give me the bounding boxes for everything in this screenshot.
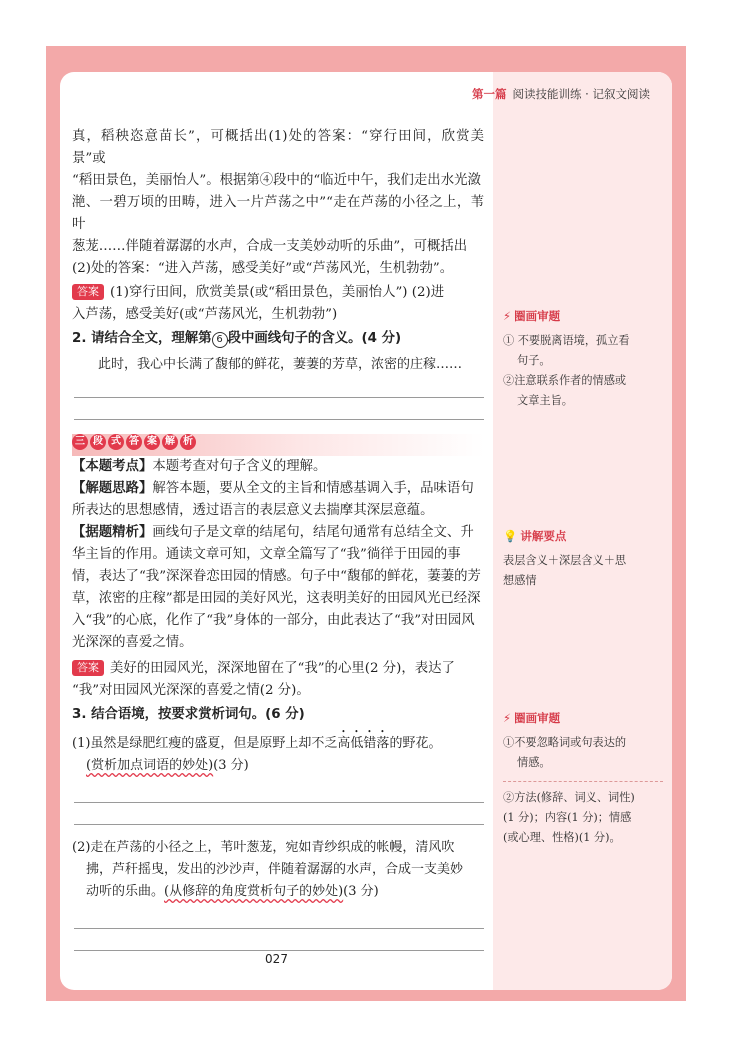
tip-box-2: [503, 526, 663, 591]
score-text: (3 分): [343, 884, 379, 899]
tip-line: 情感。: [517, 756, 551, 769]
intro-line: “稻田景色，美丽怡人”。根据第④段中的“临近中午，我们走出水光潋: [72, 173, 481, 188]
tip-line: (1 分)；内容(1 分)；情感: [503, 811, 632, 824]
solution-idea-label: 【解题思路】: [72, 481, 153, 496]
answer-line[interactable]: [74, 781, 484, 803]
detailed-analysis-line: 情，表达了“我”深深眷恋田园的情感。句子中“馥郁的鲜花，萋萋的芳: [72, 569, 481, 584]
intro-line: 葱茏……伴随着潺潺的水声，合成一支美妙动听的乐曲”，可概括出: [72, 239, 468, 254]
solution-idea: [72, 478, 484, 500]
tip-divider: [503, 781, 663, 782]
answer-badge: 答案: [72, 284, 104, 300]
tip-box-3: [503, 708, 663, 848]
intro-line: (2)处的答案：“进入芦荡，感受美好”或“芦荡风光，生机勃勃”。: [72, 261, 454, 276]
quoted-sentence: 此时，我心中长满了馥郁的鲜花，萋萋的芳草，浓密的庄稼……: [98, 357, 463, 372]
detailed-analysis-line: 入“我”的心底，化作了“我”身体的一部分，由此表达了“我”对田园风: [72, 613, 475, 628]
header-title: 阅读技能训练 · 记叙文阅读: [512, 87, 650, 101]
subquestion-2-line: 拂，芦秆摇曳，发出的沙沙声，伴随着潺潺的水声，合成一支美妙: [86, 862, 464, 877]
running-header: [472, 86, 650, 102]
tip-line: 表层含义＋深层含义＋思: [503, 554, 627, 567]
answer-line[interactable]: [74, 803, 484, 825]
tip-title-text: 讲解要点: [520, 529, 567, 543]
intro-line: 滟、一碧万顷的田畴，进入一片芦荡之中”“走在芦荡的小径之上，苇叶: [72, 195, 484, 232]
tip-title: [503, 526, 663, 546]
answer-line[interactable]: [74, 398, 484, 420]
section-char: 案: [144, 434, 160, 450]
question-3: 3. 结合语境，按要求赏析词句。(6 分): [72, 707, 305, 722]
lightning-icon: ⚡: [503, 711, 512, 725]
section-char: 析: [180, 434, 196, 450]
tip-title: [503, 708, 663, 728]
requirement-text: (赏析加点词语的妙处): [86, 758, 214, 773]
section-char: 解: [162, 434, 178, 450]
question-2-text: 2. 请结合全文，理解第: [72, 331, 212, 346]
answer-line[interactable]: [74, 907, 484, 929]
question-2: [72, 328, 484, 350]
tip-box-1: [503, 306, 663, 411]
requirement-text: (从修辞的角度赏析句子的妙处): [164, 884, 344, 899]
tip-line: ②方法(修辞、词义、词性): [503, 791, 635, 804]
subquestion-1-requirement: [72, 755, 484, 777]
tip-title-text: 圈画审题: [514, 309, 561, 323]
answer-line[interactable]: [74, 929, 484, 951]
detailed-analysis-line: 草，浓密的庄稼”都是田园的美好风光，这表明美好的田园风光已经深: [72, 591, 481, 606]
subquestion-1-text-cont: 的野花。: [389, 736, 442, 751]
tip-line: 想感情: [503, 574, 537, 587]
exam-point-text: 本题考查对句子含义的理解。: [152, 459, 327, 474]
main-column: [72, 126, 484, 951]
detailed-analysis-label: 【据题精析】: [72, 525, 153, 540]
answer-1-cont: 入芦荡，感受美好(或“芦荡风光，生机勃勃”): [72, 307, 338, 322]
answer-badge: 答案: [72, 660, 104, 676]
page-number: 027: [265, 952, 288, 966]
subquestion-1-text: (1)虽然是绿肥红瘦的盛夏，但是原野上却不乏: [72, 736, 338, 751]
detailed-analysis-text: 画线句子是文章的结尾句，结尾句通常有总结全文、升: [152, 525, 474, 540]
tip-title: [503, 306, 663, 326]
answer-1: [72, 282, 484, 304]
exam-point-label: 【本题考点】: [72, 459, 153, 474]
answer-text: 美好的田园风光，深深地留在了“我”的心里(2 分)，表达了: [110, 661, 455, 676]
subquestion-2: (2)走在芦荡的小径之上，苇叶葱茏，宛如青纱织成的帐幔，清风吹: [72, 840, 455, 855]
answer-text: (1)穿行田间，欣赏美景(或“稻田景色，美丽怡人”) (2)进: [110, 285, 445, 300]
answer-line[interactable]: [74, 376, 484, 398]
section-title: [72, 434, 484, 450]
detailed-analysis-line: 华主旨的作用。通读文章可知，文章全篇写了“我”徜徉于田园的事: [72, 547, 461, 562]
solution-idea-text: 解答本题，要从全文的主旨和情感基调入手，品味语句: [152, 481, 474, 496]
subquestion-2-line: [72, 881, 484, 903]
answer-2-cont: “我”对田园风光深深的喜爱之情(2 分)。: [72, 683, 310, 698]
answer-2: [72, 658, 484, 680]
section-banner: [72, 434, 484, 450]
lightning-icon: ⚡: [503, 309, 512, 323]
question-2-text-cont: 段中画线句子的含义。(4 分): [227, 331, 402, 346]
detailed-analysis-line: 光深深的喜爱之情。: [72, 635, 193, 650]
intro-line: 真，稻秧恣意苗长”，可概括出(1)处的答案：“穿行田间，欣赏美景”或: [72, 129, 484, 166]
tip-line: 句子。: [517, 354, 551, 367]
paragraph-number: 6: [212, 332, 228, 348]
part-label: 第一篇: [472, 87, 507, 101]
tip-line: ①不要忽略词或句表达的: [503, 736, 627, 749]
lightbulb-icon: 💡: [503, 529, 518, 543]
solution-idea-cont: 所表达的思想感情，透过语言的表层意义去揣摩其深层意蕴。: [72, 503, 434, 518]
section-char: 三: [72, 434, 88, 450]
dotted-word: 高低错落: [337, 736, 390, 751]
tip-line: (或心理、性格)(1 分)。: [503, 831, 621, 844]
tip-line: ① 不要脱离语境，孤立看: [503, 334, 630, 347]
tip-line: ②注意联系作者的情感或: [503, 374, 627, 387]
detailed-analysis: [72, 522, 484, 544]
exam-point: [72, 456, 484, 478]
section-char: 答: [126, 434, 142, 450]
section-char: 段: [90, 434, 106, 450]
section-char: 式: [108, 434, 124, 450]
tip-line: 文章主旨。: [517, 394, 573, 407]
workbook-page: [60, 72, 672, 990]
tip-title-text: 圈画审题: [514, 711, 561, 725]
subquestion-1: [72, 728, 484, 755]
subquestion-2-text: 动听的乐曲。: [86, 884, 165, 899]
score-text: (3 分): [213, 758, 249, 773]
